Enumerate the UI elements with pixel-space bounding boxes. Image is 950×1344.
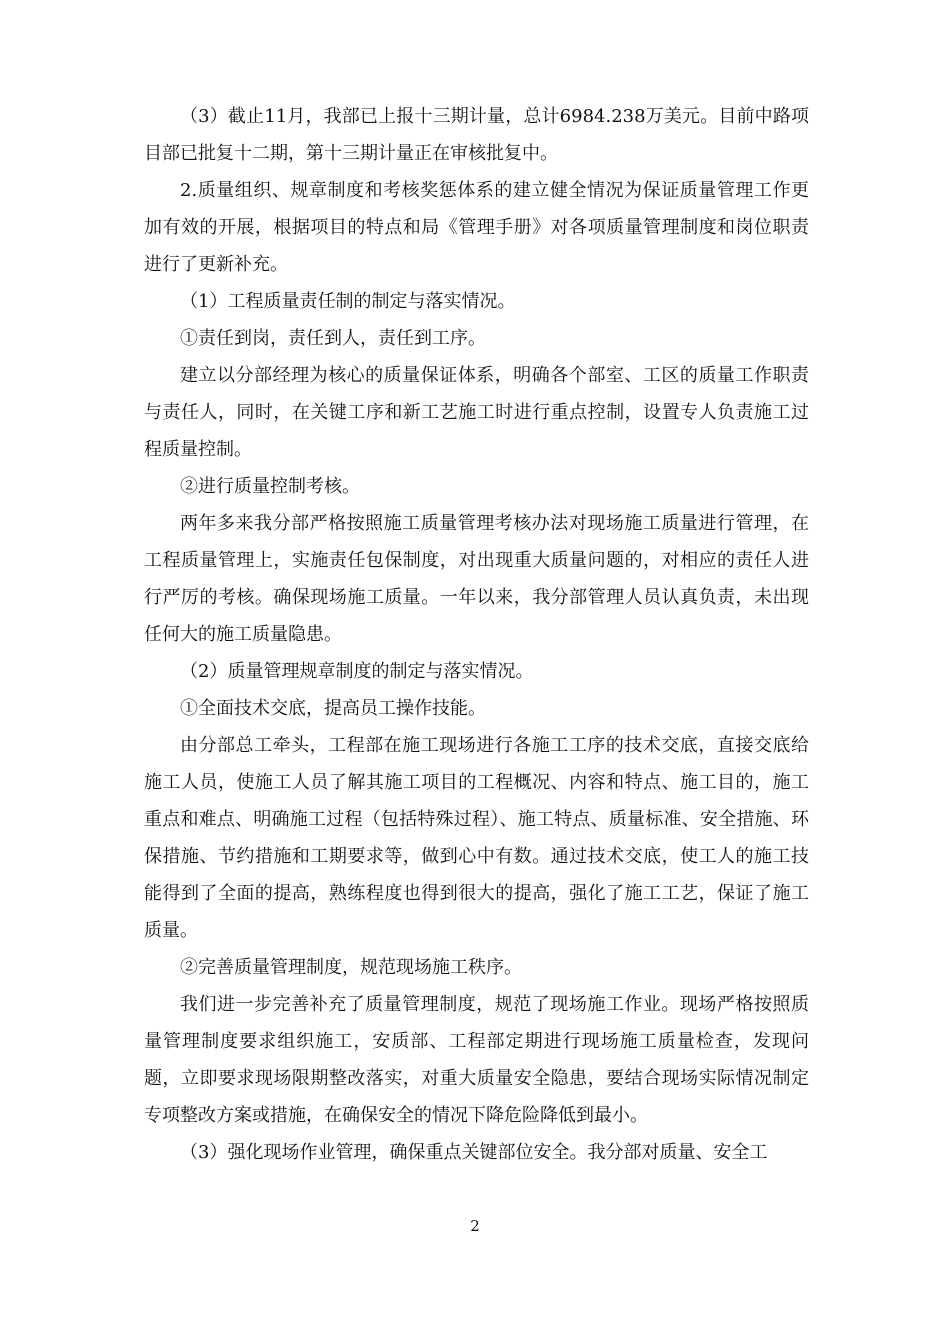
- paragraph-quality-assurance: 建立以分部经理为核心的质量保证体系，明确各个部室、工区的质量工作职责与责任人，同时，在关键工序和新工艺施工时进行重点控制，设置专人负责施工过程质量控制。: [144, 365, 809, 460]
- paragraph-quality-system: 2.质量组织、规章制度和考核奖惩体系的建立健全情况为保证质量管理工作更加有效的开展，根据项目的特点和局《管理手册》对各项质量管理制度和岗位职责进行了更新补充。: [144, 180, 809, 275]
- page-number: 2: [470, 1217, 480, 1235]
- paragraph-site-management: （3）强化现场作业管理，确保重点关键部位安全。我分部对质量、安全工: [180, 1142, 768, 1163]
- paragraph-management-system: 我们进一步完善补充了质量管理制度，规范了现场施工作业。现场严格按照质量管理制度要求组织施工，安质部、工程部定期进行现场施工质量检查，发现问题，立即要求现场限期整改落实，对重大质量安全隐患，要结合现场实际情况制定专项整改方案或措施，在确保安全的情况下降危险降低到最小。: [144, 994, 809, 1126]
- paragraph-management-system-item: ②完善质量管理制度，规范现场施工秩序。: [180, 957, 522, 978]
- paragraph-technical-briefing: 由分部总工牵头，工程部在施工现场进行各施工工序的技术交底，直接交底给施工人员，使施工人员了解其施工项目的工程概况、内容和特点、施工目的，施工重点和难点、明确施工过程（包括特殊过程）、施工特点、质量标准、安全措施、环保措施、节约措施和工期要求等，做到心中有数。通过技术交底，使工人的施工技能得到了全面的提高，熟练程度也得到很大的提高，强化了施工工艺，保证了施工质量。: [144, 735, 809, 941]
- paragraph-responsibility-item: ①责任到岗，责任到人，责任到工序。: [180, 328, 486, 349]
- paragraph-measurement-status: （3）截止11月，我部已上报十三期计量，总计6984.238万美元。目前中路项目部已批复十二期，第十三期计量正在审核批复中。: [144, 106, 809, 164]
- paragraph-rules-heading: （2）质量管理规章制度的制定与落实情况。: [180, 661, 534, 682]
- paragraph-quality-assessment: 两年多来我分部严格按照施工质量管理考核办法对现场施工质量进行管理，在工程质量管理上，实施责任包保制度，对出现重大质量问题的，对相应的责任人进行严厉的考核。确保现场施工质量。一年以来，我分部管理人员认真负责，未出现任何大的施工质量隐患。: [144, 513, 809, 645]
- paragraph-responsibility-heading: （1）工程质量责任制的制定与落实情况。: [180, 291, 516, 312]
- document-body: [144, 98, 809, 1171]
- paragraph-technical-briefing-item: ①全面技术交底，提高员工操作技能。: [180, 698, 486, 719]
- paragraph-quality-assessment-item: ②进行质量控制考核。: [180, 476, 360, 497]
